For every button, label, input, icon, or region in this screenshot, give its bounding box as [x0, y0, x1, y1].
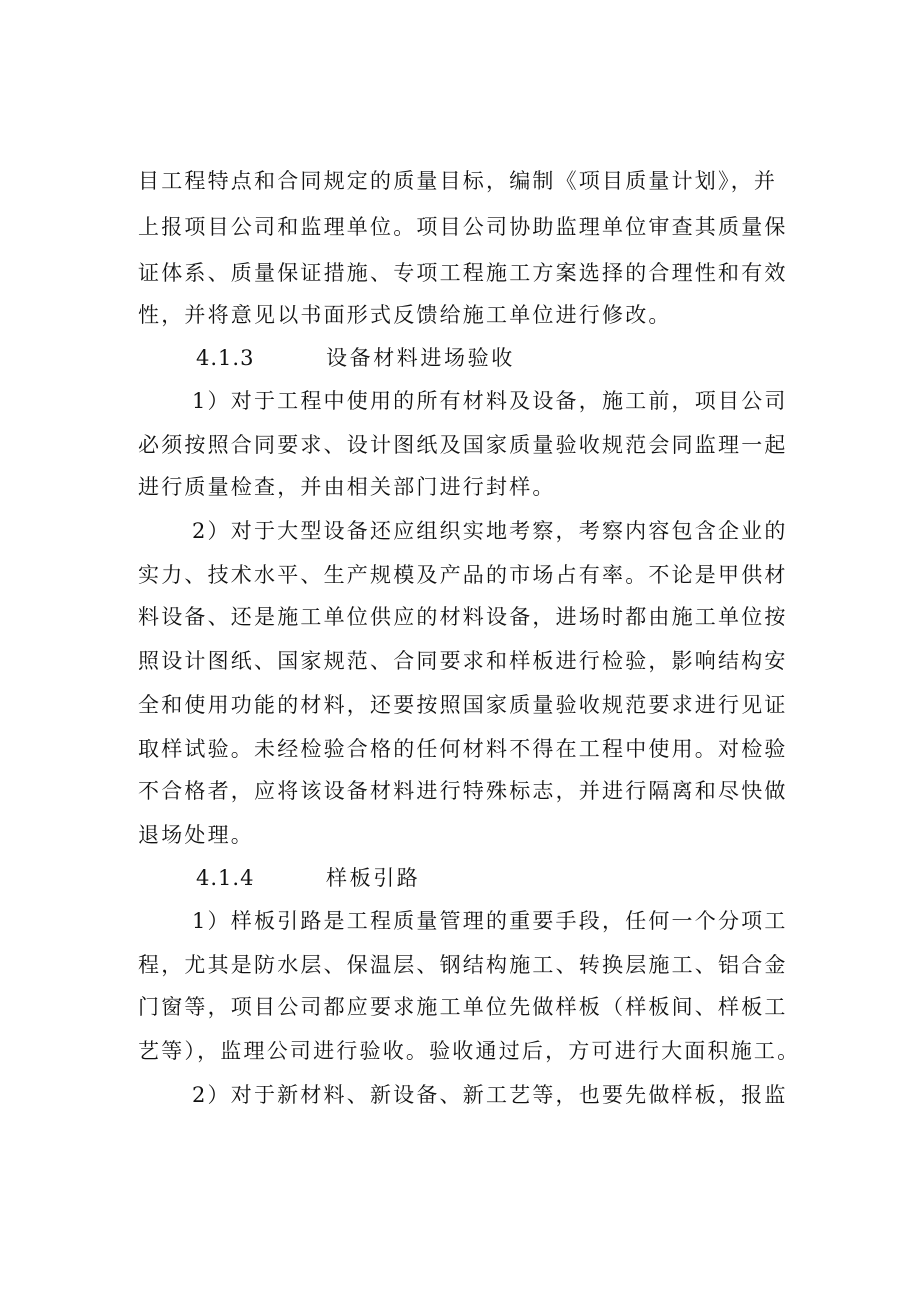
paragraph-line: 艺等），监理公司进行验收。验收通过后，方可进行大面积施工。 — [138, 1039, 801, 1063]
section-title: 设备材料进场验收 — [326, 346, 515, 370]
paragraph-line: 不合格者，应将该设备材料进行特殊标志，并进行隔离和尽快做 — [138, 779, 788, 803]
paragraph-line: 必须按照合同要求、设计图纸及国家质量验收规范会同监理一起 — [138, 433, 788, 457]
paragraph-line: 上报项目公司和监理单位。项目公司协助监理单位审查其质量保 — [138, 215, 788, 239]
paragraph-line: 料设备、还是施工单位供应的材料设备，进场时都由施工单位按 — [138, 605, 788, 629]
paragraph-line: 性，并将意见以书面形式反馈给施工单位进行修改。 — [138, 303, 672, 327]
section-heading — [0, 861, 920, 895]
paragraph-line: 1）对于工程中使用的所有材料及设备，施工前，项目公司 — [192, 389, 788, 413]
paragraph-line: 程，尤其是防水层、保温层、钢结构施工、转换层施工、铝合金 — [138, 953, 788, 977]
paragraph-line: 全和使用功能的材料，还要按照国家质量验收规范要求进行见证 — [138, 693, 788, 717]
section-title: 样板引路 — [326, 866, 421, 890]
paragraph-line: 目工程特点和合同规定的质量目标，编制《项目质量计划》，并 — [138, 169, 778, 193]
paragraph-line: 2）对于新材料、新设备、新工艺等，也要先做样板，报监 — [192, 1083, 788, 1107]
section-number: 4.1.3 — [196, 346, 255, 370]
paragraph-line: 实力、技术水平、生产规模及产品的市场占有率。不论是甲供材 — [138, 563, 788, 587]
paragraph-line: 照设计图纸、国家规范、合同要求和样板进行检验，影响结构安 — [138, 649, 788, 673]
paragraph-line: 证体系、质量保证措施、专项工程施工方案选择的合理性和有效 — [138, 261, 788, 285]
paragraph-line: 退场处理。 — [138, 823, 254, 847]
section-number: 4.1.4 — [196, 866, 255, 890]
paragraph-line: 门窗等，项目公司都应要求施工单位先做样板（样板间、样板工 — [138, 995, 788, 1019]
paragraph-line: 2）对于大型设备还应组织实地考察，考察内容包含企业的 — [192, 519, 788, 543]
section-heading — [0, 341, 920, 375]
paragraph-line: 进行质量检查，并由相关部门进行封样。 — [138, 475, 556, 499]
paragraph-line: 取样试验。未经检验合格的任何材料不得在工程中使用。对检验 — [138, 737, 788, 761]
paragraph-line: 1）样板引路是工程质量管理的重要手段，任何一个分项工 — [192, 909, 788, 933]
